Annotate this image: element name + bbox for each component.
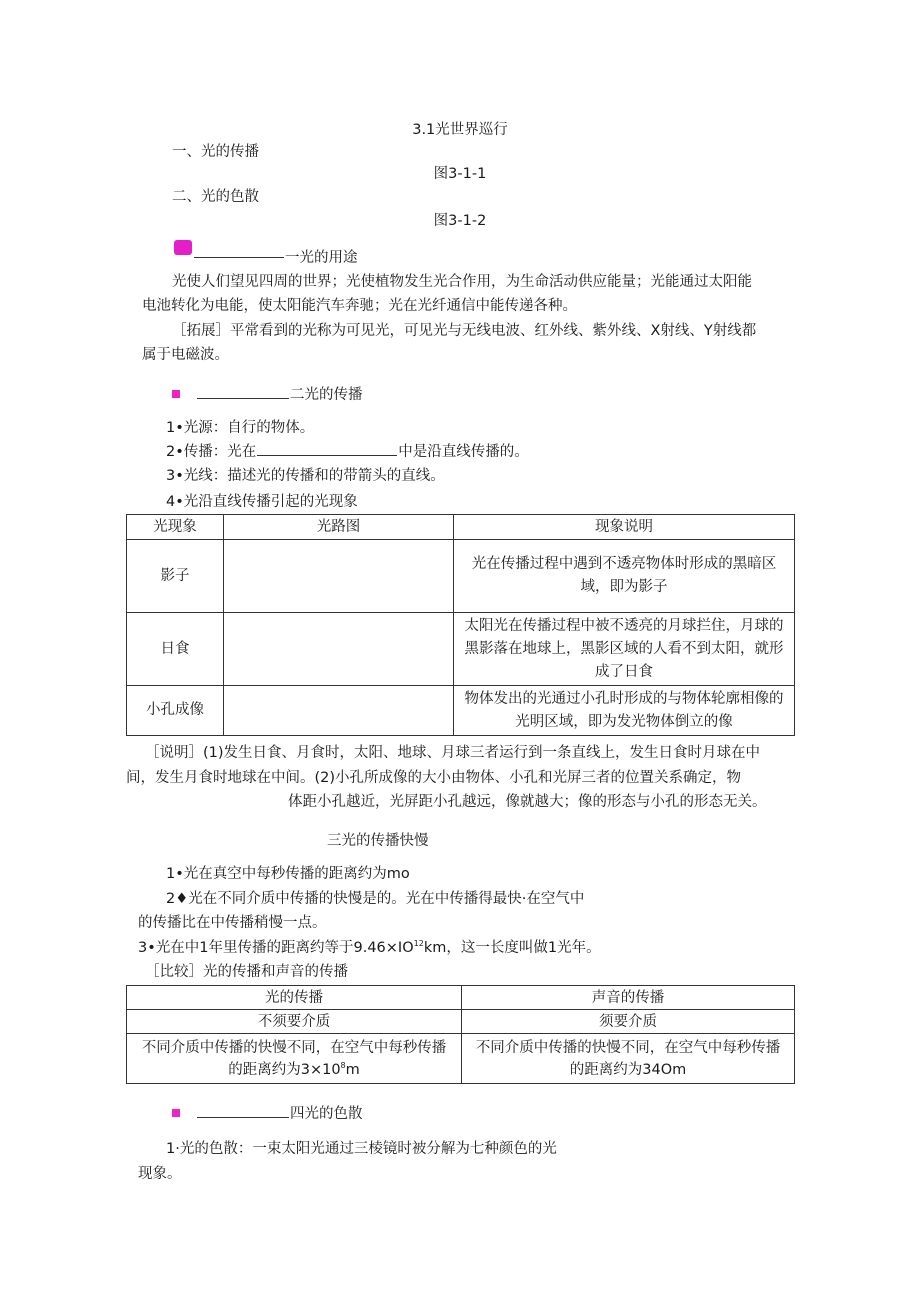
outline-item-1: 一、光的传播 xyxy=(172,144,259,160)
section-1-heading: 一光的用途 xyxy=(285,250,358,266)
table-cell xyxy=(127,1034,462,1084)
s3-item-1: 1•光在真空中每秒传播的距离约为mo xyxy=(166,866,410,882)
table-header: 光现象 xyxy=(127,515,224,540)
cell-line: 的距离约为34Om xyxy=(569,1061,687,1078)
table-cell-desc xyxy=(454,686,795,736)
s3-item-3-exponent: 12 xyxy=(413,939,424,949)
section-4-heading: 四光的色散 xyxy=(290,1106,363,1122)
table-header: 声音的传播 xyxy=(462,986,795,1010)
s2-item-2-part-a: 2•传播：光在 xyxy=(166,444,257,460)
table-cell-name: 小孔成像 xyxy=(127,686,224,736)
s2-item-4: 4•光沿直线传播引起的光现象 xyxy=(166,494,358,510)
s3-item-3-part-b: km，这一长度叫做1光年。 xyxy=(423,940,601,956)
s3-item-3-part-a: 3•光在中1年里传播的距离约等于9.46×IO xyxy=(138,940,414,956)
s4-item-1-line-2: 现象。 xyxy=(138,1166,182,1182)
s2-item-1: 1•光源：自行的物体。 xyxy=(166,420,315,436)
cell-line-part: 的距离约为3×10 xyxy=(228,1061,341,1078)
desc-line: 域，即为影子 xyxy=(580,579,668,595)
section-4-heading-row xyxy=(172,1102,363,1123)
table-row xyxy=(127,613,795,686)
page-title: 3.1光世界巡行 xyxy=(412,122,508,138)
desc-line: 光在传播过程中遇到不透亮物体时形成的黑暗区 xyxy=(471,556,777,572)
table-cell-diagram xyxy=(224,686,454,736)
s1-paragraph-line-2: 电池转化为电能，使太阳能汽车奔驰；光在光纤通信中能传递各种。 xyxy=(142,298,577,314)
cell-line-part: m xyxy=(345,1061,360,1078)
figure-caption-2: 图3-1-2 xyxy=(433,213,487,229)
table-cell: 不须要介质 xyxy=(127,1010,462,1034)
section-1-marker xyxy=(174,240,192,255)
table-cell-desc xyxy=(454,540,795,613)
s3-item-2-line-1: 2♦光在不同介质中传播的快慢是的。光在中传播得最快·在空气中 xyxy=(166,891,585,907)
table-cell-diagram xyxy=(224,613,454,686)
s1-extension-line-2: 属于电磁波。 xyxy=(142,347,229,363)
table-row xyxy=(127,1034,795,1084)
section-4-blank xyxy=(197,1116,289,1118)
table-header-row xyxy=(127,986,795,1010)
s1-paragraph-line-1: 光使人们望见四周的世界；光使植物发生光合作用，为生命活动供应能量；光能通过太阳能 xyxy=(172,274,752,290)
table-cell xyxy=(462,1034,795,1084)
figure-caption-1: 图3-1-1 xyxy=(433,166,487,182)
cell-line xyxy=(127,1059,461,1081)
section-4-marker xyxy=(172,1109,180,1117)
table-cell: 须要介质 xyxy=(462,1010,795,1034)
phenomena-table xyxy=(126,514,795,736)
s1-extension-line-1: ［拓展］平常看到的光称为可见光，可见光与无线电波、红外线、紫外线、X射线、Y射线都 xyxy=(172,323,757,339)
table-cell-diagram xyxy=(224,540,454,613)
s2-note-line-3: 体距小孔越近，光屏距小孔越远，像就越大；像的形态与小孔的形态无关。 xyxy=(288,794,767,810)
outline-item-2: 二、光的色散 xyxy=(172,189,259,205)
s2-item-2-blank xyxy=(257,454,397,456)
table-cell-desc xyxy=(454,613,795,686)
table-header-row xyxy=(127,515,795,540)
cell-line: 不同介质中传播的快慢不同，在空气中每秒传播 xyxy=(475,1039,781,1056)
s2-item-3: 3•光线：描述光的传播和的带箭头的直线。 xyxy=(166,468,445,484)
section-3-heading: 三光的传播快慢 xyxy=(327,833,429,849)
table-row xyxy=(127,540,795,613)
desc-line: 黑影落在地球上，黑影区域的人看不到太阳，就形 xyxy=(464,640,784,657)
desc-line: 光明区域，即为发光物体倒立的像 xyxy=(515,713,733,730)
section-2-marker xyxy=(172,390,180,398)
desc-line: 物体发出的光通过小孔时形成的与物体轮廓相像的 xyxy=(464,690,784,707)
s2-note-line-2: 间，发生月食时地球在中间。(2)小孔所成像的大小由物体、小孔和光屏三者的位置关系确定，物 xyxy=(126,770,742,786)
s2-item-2 xyxy=(166,440,529,461)
s2-note-line-1: ［说明］(1)发生日食、月食时，太阳、地球、月球三者运行到一条直线上，发生日食时月球在中 xyxy=(145,745,761,761)
s4-item-1-line-1: 1·光的色散：一束太阳光通过三棱镜时被分解为七种颜色的光 xyxy=(166,1141,557,1157)
table-cell-name: 影子 xyxy=(127,540,224,613)
section-2-heading: 二光的传播 xyxy=(290,387,363,403)
desc-line: 成了日食 xyxy=(595,663,653,680)
comparison-table xyxy=(126,985,795,1084)
table-cell-name: 日食 xyxy=(127,613,224,686)
section-2-blank xyxy=(197,397,289,399)
s3-compare-label: ［比较］光的传播和声音的传播 xyxy=(145,964,348,980)
table-header: 光路图 xyxy=(224,515,454,540)
s3-item-3 xyxy=(138,936,601,957)
table-row xyxy=(127,686,795,736)
section-1-blank xyxy=(194,243,284,258)
cell-line: 不同介质中传播的快慢不同，在空气中每秒传播 xyxy=(141,1039,447,1056)
s2-item-2-part-b: 中是沿直线传播的。 xyxy=(398,444,529,460)
table-row xyxy=(127,1010,795,1034)
desc-line: 太阳光在传播过程中被不透亮的月球拦住，月球的 xyxy=(464,617,784,634)
section-2-heading-row xyxy=(172,383,363,404)
table-header: 现象说明 xyxy=(454,515,795,540)
table-header: 光的传播 xyxy=(127,986,462,1010)
s3-item-2-line-2: 的传播比在中传播稍慢一点。 xyxy=(138,915,327,931)
cell-exponent: 8 xyxy=(340,1060,346,1070)
